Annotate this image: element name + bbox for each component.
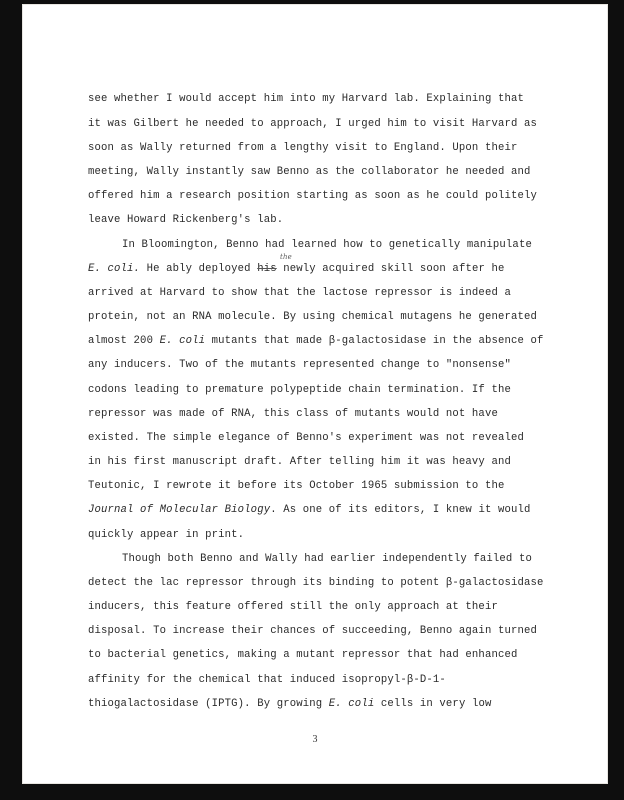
text-line: arrived at Harvard to show that the lactose repressor is indeed a <box>88 287 511 299</box>
text-line: soon as Wally returned from a lengthy visit to England. Upon their <box>88 142 518 154</box>
text-line: existed. The simple elegance of Benno's experiment was not revealed <box>88 432 524 444</box>
text-line: detect the lac repressor through its binding to potent β-galactosidase <box>88 577 544 589</box>
text-line: offered him a research position starting as soon as he could politely <box>88 190 538 202</box>
species-name: E. coli. <box>88 263 141 275</box>
text-line: Teutonic, I rewrote it before its October 1965 submission to the <box>88 480 505 492</box>
text-line: protein, not an RNA molecule. By using chemical mutagens he generated <box>88 311 538 323</box>
manuscript-page <box>22 4 608 784</box>
species-name: E. coli <box>328 698 375 710</box>
text-line: affinity for the chemical that induced isopropyl-β-D-1- <box>88 674 446 686</box>
text-line: meeting, Wally instantly saw Benno as the collaborator he needed and <box>88 166 531 178</box>
text-line: inducers, this feature offered still the only approach at their <box>88 601 498 613</box>
text-line: to bacterial genetics, making a mutant repressor that had enhanced <box>88 649 518 661</box>
text-line: E. coli. He ably deployed his newly acquired skill soon after he <box>88 263 505 275</box>
text-line: almost 200 E. coli mutants that made β-galactosidase in the absence of <box>88 335 544 347</box>
text-line: thiogalactosidase (IPTG). By growing E. coli cells in very low <box>88 698 492 710</box>
page-number: 3 <box>312 734 318 745</box>
text-line: any inducers. Two of the mutants represented change to "nonsense" <box>88 359 511 371</box>
text-line: quickly appear in print. <box>88 529 245 541</box>
text-line: Journal of Molecular Biology. As one of its editors, I knew it would <box>88 504 531 516</box>
species-name: E. coli <box>159 335 206 347</box>
handwritten-correction: the <box>280 253 292 261</box>
text-line: leave Howard Rickenberg's lab. <box>88 214 284 226</box>
text-line: Though both Benno and Wally had earlier independently failed to <box>122 553 532 565</box>
struck-word: his <box>257 263 277 275</box>
text-line: In Bloomington, Benno had learned how to genetically manipulate <box>122 239 532 251</box>
text-line: it was Gilbert he needed to approach, I urged him to visit Harvard as <box>88 118 538 130</box>
text-line: codons leading to premature polypeptide chain termination. If the <box>88 384 511 396</box>
journal-title: Journal of Molecular Biology <box>88 504 271 516</box>
text-line: disposal. To increase their chances of succeeding, Benno again turned <box>88 625 538 637</box>
text-line: in his first manuscript draft. After telling him it was heavy and <box>88 456 511 468</box>
text-line: repressor was made of RNA, this class of mutants would not have <box>88 408 498 420</box>
text-line: see whether I would accept him into my Harvard lab. Explaining that <box>88 93 524 105</box>
